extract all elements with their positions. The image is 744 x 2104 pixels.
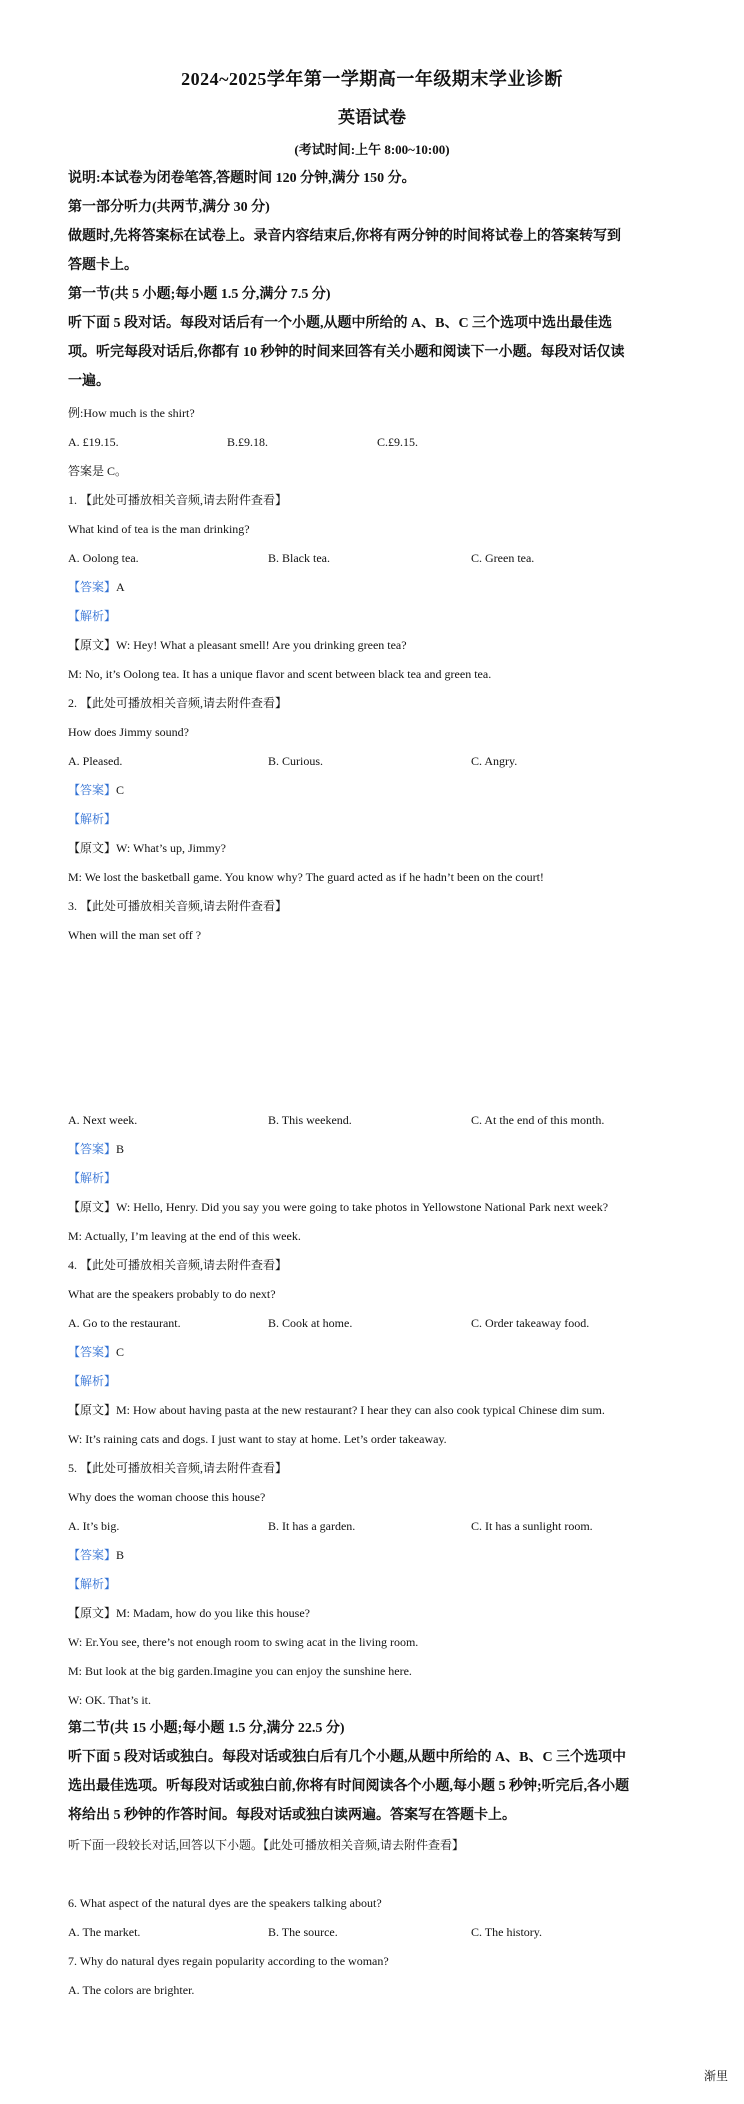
example-option-c: C.£9.15. xyxy=(377,435,419,449)
example-question: 例:How much is the shirt? xyxy=(68,406,195,420)
option-b: B. This weekend. xyxy=(268,1113,352,1127)
question-text: 6. What aspect of the natural dyes are the speakers talking about? xyxy=(68,1896,382,1910)
section1-heading: 第一节(共 5 小题;每小题 1.5 分,满分 7.5 分) xyxy=(68,287,331,302)
question-number: 3. 【此处可播放相关音频,请去附件查看】 xyxy=(68,899,288,913)
audio-link[interactable]: 【此处可播放相关音频,请去附件查看】 xyxy=(80,696,288,710)
exam-subtitle: 英语试卷 xyxy=(338,108,406,127)
option-a: A. It’s big. xyxy=(68,1519,120,1533)
direction-line: 做题时,先将答案标在试卷上。录音内容结束后,你将有两分钟的时间将试卷上的答案转写到 xyxy=(68,229,621,244)
audio-link[interactable]: 【此处可播放相关音频,请去附件查看】 xyxy=(80,493,288,507)
option-b: B. Curious. xyxy=(268,754,324,768)
transcript-line: 【原文】W: Hey! What a pleasant smell! Are you drinking green tea? xyxy=(68,638,407,652)
section1-direction: 一遍。 xyxy=(68,374,110,389)
question-text: When will the man set off ? xyxy=(68,928,202,942)
section1-direction: 项。听完每段对话后,你都有 10 秒钟的时间来回答有关小题和阅读下一小题。每段对话仅读 xyxy=(68,345,625,360)
question-text: Why does the woman choose this house? xyxy=(68,1490,266,1504)
exam-note: 说明:本试卷为闭卷笔答,答题时间 120 分钟,满分 150 分。 xyxy=(68,171,416,186)
analysis-label: 【解析】 xyxy=(68,1374,117,1388)
transcript-line: M: Actually, I’m leaving at the end of this week. xyxy=(68,1229,301,1243)
question-number: 4. 【此处可播放相关音频,请去附件查看】 xyxy=(68,1258,288,1272)
audio-link[interactable]: 【此处可播放相关音频,请去附件查看】 xyxy=(80,1461,288,1475)
transcript-line: 【原文】W: Hello, Henry. Did you say you were going to take photos in Yellowstone National Park next week? xyxy=(68,1200,609,1214)
analysis-label: 【解析】 xyxy=(68,1171,117,1185)
answer-line: 【答案】C xyxy=(68,1345,125,1359)
part1-heading: 第一部分听力(共两节,满分 30 分) xyxy=(68,200,270,215)
option-a: A. Next week. xyxy=(68,1113,138,1127)
option-a: A. Oolong tea. xyxy=(68,551,139,565)
transcript-line: 【原文】M: Madam, how do you like this house? xyxy=(68,1606,310,1620)
question-text: How does Jimmy sound? xyxy=(68,725,189,739)
audio-link[interactable]: 【此处可播放相关音频,请去附件查看】 xyxy=(80,899,288,913)
answer-line: 【答案】A xyxy=(68,580,125,594)
transcript-line: M: We lost the basketball game. You know why? The guard acted as if he hadn’t been on the court! xyxy=(68,870,544,884)
question-text: 7. Why do natural dyes regain popularity according to the woman? xyxy=(68,1954,389,1968)
option-c: C. It has a sunlight room. xyxy=(471,1519,593,1533)
question-number: 5. 【此处可播放相关音频,请去附件查看】 xyxy=(68,1461,288,1475)
exam-title: 2024~2025学年第一学期高一年级期末学业诊断 xyxy=(181,69,563,89)
option-b: B. It has a garden. xyxy=(268,1519,356,1533)
section2-direction: 将给出 5 秒钟的作答时间。每段对话或独白读两遍。答案写在答题卡上。 xyxy=(68,1808,516,1823)
section2-direction: 听下面 5 段对话或独白。每段对话或独白后有几个小题,从题中所给的 A、B、C 三个选项中 xyxy=(68,1750,627,1765)
transcript-line: M: But look at the big garden.Imagine you can enjoy the sunshine here. xyxy=(68,1664,412,1678)
answer-line: 【答案】B xyxy=(68,1548,125,1562)
question-number: 2. 【此处可播放相关音频,请去附件查看】 xyxy=(68,696,288,710)
option-a: A. Go to the restaurant. xyxy=(68,1316,181,1330)
option-b: B. The source. xyxy=(268,1925,338,1939)
transcript-line: 【原文】M: How about having pasta at the new restaurant? I hear they can also cook typical Chinese dim sum. xyxy=(68,1403,605,1417)
transcript-line: W: It’s raining cats and dogs. I just want to stay at home. Let’s order takeaway. xyxy=(68,1432,447,1446)
option-c: C. Angry. xyxy=(471,754,518,768)
transcript-line: M: No, it’s Oolong tea. It has a unique flavor and scent between black tea and green tea. xyxy=(68,667,492,681)
analysis-label: 【解析】 xyxy=(68,1577,117,1591)
option-b: B. Cook at home. xyxy=(268,1316,353,1330)
option-c: C. Green tea. xyxy=(471,551,535,565)
answer-line: 【答案】B xyxy=(68,1142,125,1156)
option-a: A. Pleased. xyxy=(68,754,123,768)
direction-line: 答题卡上。 xyxy=(68,258,138,273)
transcript-line: W: OK. That’s it. xyxy=(68,1693,151,1707)
option-a: A. The market. xyxy=(68,1925,141,1939)
option-c: C. Order takeaway food. xyxy=(471,1316,590,1330)
analysis-label: 【解析】 xyxy=(68,609,117,623)
example-option-a: A. £19.15. xyxy=(68,435,119,449)
footer-text: 渐里 xyxy=(704,2069,729,2083)
question-text: What are the speakers probably to do next? xyxy=(68,1287,276,1301)
section2-direction: 选出最佳选项。听每段对话或独白前,你将有时间阅读各个小题,每小题 5 秒钟;听完后,各小题 xyxy=(68,1779,630,1794)
transcript-line: W: Er.You see, there’s not enough room to swing acat in the living room. xyxy=(68,1635,419,1649)
option-a: A. The colors are brighter. xyxy=(68,1983,195,1997)
analysis-label: 【解析】 xyxy=(68,812,117,826)
section1-direction: 听下面 5 段对话。每段对话后有一个小题,从题中所给的 A、B、C 三个选项中选出最佳选 xyxy=(68,316,613,331)
long-dialogue-prompt: 听下面一段较长对话,回答以下小题。【此处可播放相关音频,请去附件查看】 xyxy=(68,1838,465,1852)
question-text: What kind of tea is the man drinking? xyxy=(68,522,250,536)
example-answer: 答案是 C。 xyxy=(68,464,128,478)
example-option-b: B.£9.18. xyxy=(227,435,269,449)
section2-heading: 第二节(共 15 小题;每小题 1.5 分,满分 22.5 分) xyxy=(68,1721,345,1736)
answer-line: 【答案】C xyxy=(68,783,125,797)
question-number: 1. 【此处可播放相关音频,请去附件查看】 xyxy=(68,493,288,507)
option-b: B. Black tea. xyxy=(268,551,330,565)
audio-link[interactable]: 【此处可播放相关音频,请去附件查看】 xyxy=(80,1258,288,1272)
option-c: C. The history. xyxy=(471,1925,542,1939)
option-c: C. At the end of this month. xyxy=(471,1113,605,1127)
transcript-line: 【原文】W: What’s up, Jimmy? xyxy=(68,841,227,855)
exam-time: (考试时间:上午 8:00~10:00) xyxy=(294,142,450,157)
